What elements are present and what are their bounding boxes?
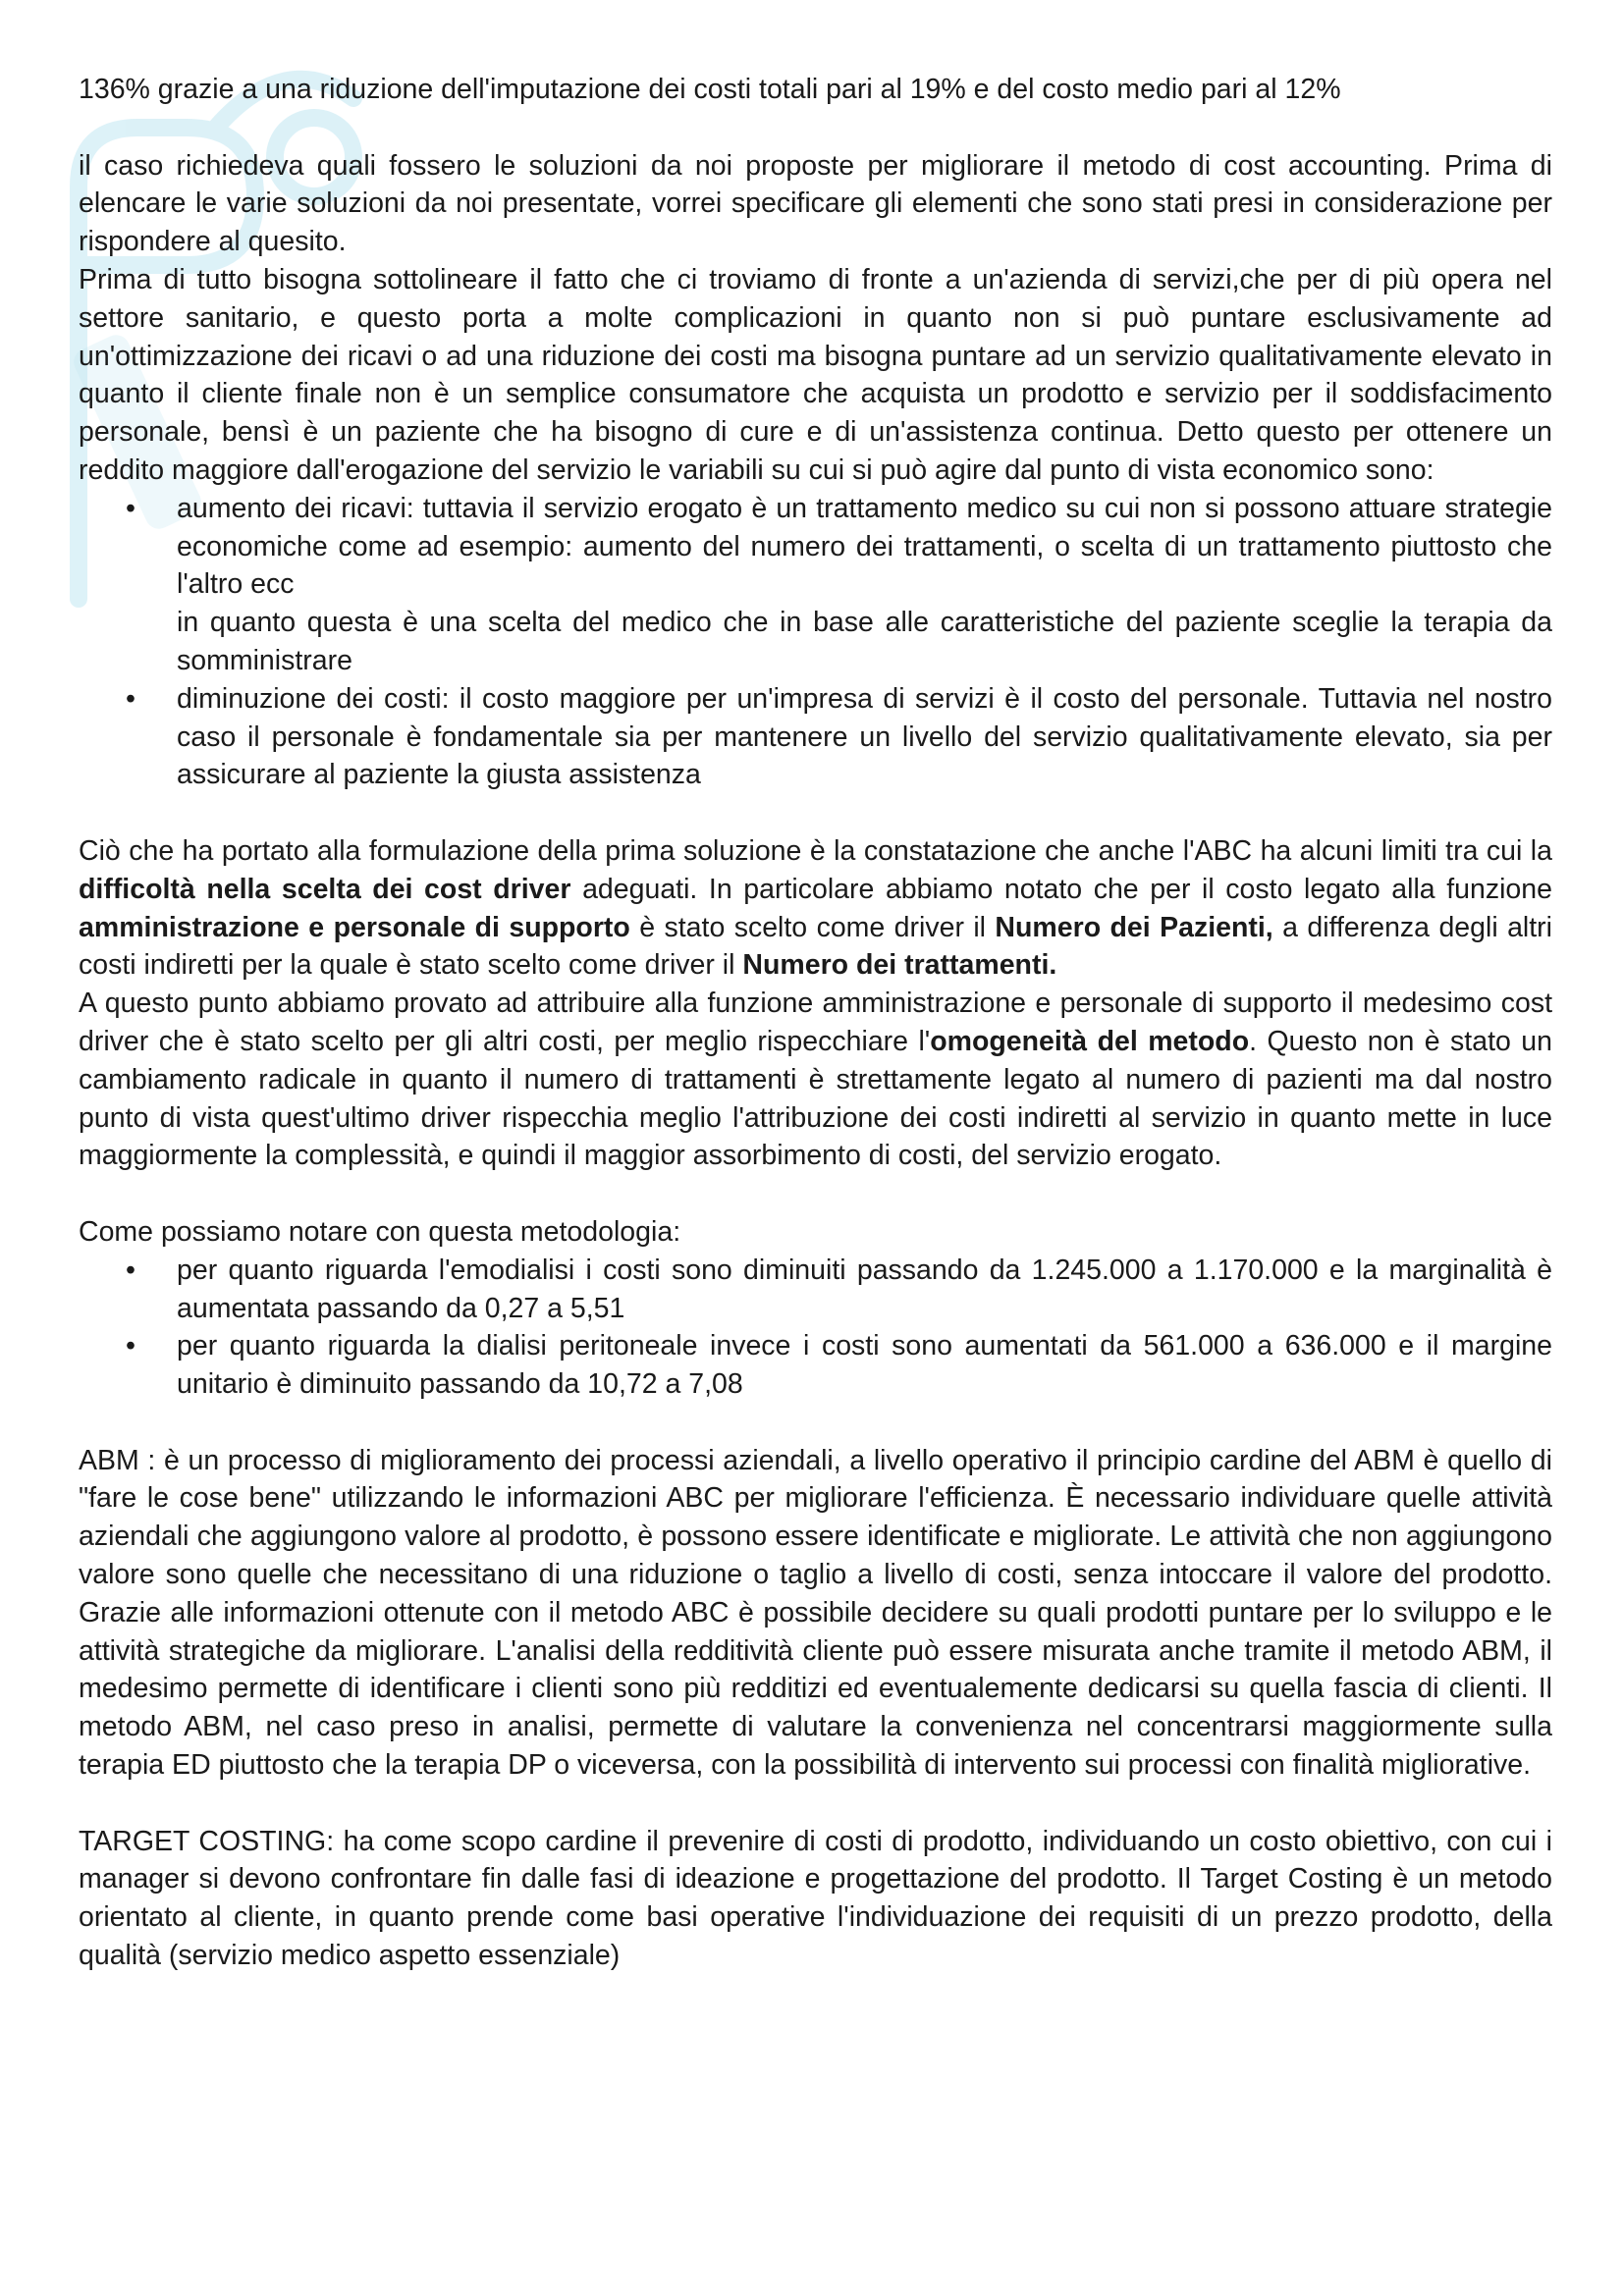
bullet-icon: • [126,492,135,524]
list-item-text: per quanto riguarda la dialisi peritoneale invece i costi sono aumentati da 561.000 a 636.000 e il margine unitario è diminuito passando da 10,72 a 7,08 [177,1330,1552,1401]
bold-text: omogeneità del metodo [930,1025,1250,1057]
text-run: A questo punto abbiamo provato ad attribuire alla funzione amministrazione e personale di supporto il medesimo cost driver che è stato scelto per gli altri costi, per meglio rispecchiare l' [79,988,1552,1057]
bullet-icon: • [126,1254,135,1286]
bullet-icon: • [126,1330,135,1362]
text-run: Ciò che ha portato alla formulazione della prima soluzione è la constatazione che anche l'ABC ha alcuni limiti tra cui la [79,834,1552,867]
paragraph-context: Prima di tutto bisogna sottolineare il fatto che ci troviamo di fronte a un'azienda di servizi,che per di più opera nel settore sanitario, e questo porta a molte complicazioni in quanto non si può puntare esclusivamente ad un'ottimizzazione dei ricavi o ad una riduzione dei costi ma bisogna puntare ad un servizio qualitativamente elevato in quanto il cliente finale non è un semplice consumatore che acquista un prodotto e servizio per il soddisfacimento personale, bensì è un paziente che ha bisogno di cure e di un'assistenza continua. Detto questo per ottenere un reddito maggiore dall'erogazione del servizio le variabili su cui si può agire dal punto di vista economico sono: [79,263,1552,486]
text-run: a differenza degli altri costi indiretti per la quale è stato scelto come driver il [79,911,1552,982]
paragraph-methodology: Come possiamo notare con questa metodologia: [79,1215,681,1248]
bold-text: difficoltà nella scelta dei cost driver [79,873,571,905]
text-run: . Questo non è stato un cambiamento radicale in quanto il numero di trattamenti è strettamente legato al numero di pazienti ma dal nostro punto di vista quest'ultimo driver rispecchia meglio l'attribuzione dei costi indiretti al servizio in quanto mette in luce maggiormente la complessità, e quindi il maggior assorbimento di costi, del servizio erogato. [79,1025,1552,1172]
bold-text: Numero dei trattamenti. [742,949,1057,982]
paragraph-abm: ABM : è un processo di miglioramento dei processi aziendali, a livello operativo il principio cardine del ABM è quello di "fare le cose bene" utilizzando le informazioni ABC per migliorare l'efficienza. È necessario individuare quelle attività aziendali che aggiungono valore al prodotto, è possono essere identificate e migliorate. Le attività che non aggiungono valore sono quelle che necessitano di una riduzione o taglio a livello di costi, senza intoccare il valore del prodotto. Grazie alle informazioni ottenute con il metodo ABC è possibile decidere su quali prodotti puntare per lo sviluppo e le attività strategiche da migliorare. L'analisi della redditività cliente può essere misurata anche tramite il metodo ABM, il medesimo permette di identificare i clienti sono più redditizi ed eventualemente dedicarsi su quella fascia di clienti. Il metodo ABM, nel caso preso in analisi, permette di valutare la convenienza nel concentrarsi maggiormente sulla terapia ED piuttosto che la terapia DP o viceversa, con la possibilità di intervento sui processi con finalità migliorative. [79,1444,1552,1782]
list-item-text: diminuzione dei costi: il costo maggiore per un'impresa di servizi è il costo del personale. Tuttavia nel nostro caso il personale è fondamentale sia per mantenere un livello del servizio qualitativamente elevato, sia per assicurare al paziente la giusta assistenza [177,682,1552,791]
paragraph-intro: 136% grazie a una riduzione dell'imputazione dei costi totali pari al 19% e del costo medio pari al 12% [79,74,1341,105]
list-item-text: per quanto riguarda l'emodialisi i costi sono diminuiti passando da 1.245.000 a 1.170.000 e la marginalità è aumentata passando da 0,27 a 5,51 [177,1254,1552,1324]
bold-text: amministrazione e personale di supporto [79,911,630,943]
paragraph-question: il caso richiedeva quali fossero le soluzioni da noi proposte per migliorare il metodo di cost accounting. Prima di elencare le varie soluzioni da noi presentate, vorrei specificare gli elementi che sono stati presi in considerazione per rispondere al quesito. [79,149,1552,258]
list-variables [79,490,1552,794]
paragraph-target-costing: TARGET COSTING: ha come scopo cardine il prevenire di costi di prodotto, individuando un costo obiettivo, con cui i manager si devono confrontare fin dalle fasi di ideazione e progettazione del prodotto. Il Target Costing è un metodo orientato al cliente, in quanto prende come basi operative l'individuazione dei requisiti di un prezzo prodotto, della qualità (servizio medico aspetto essenziale) [79,1825,1552,1972]
list-results [79,1252,1552,1404]
list-item-text-continued: in quanto questa è una scelta del medico che in base alle caratteristiche del paziente sceglie la terapia da somministrare [177,607,1552,676]
bullet-icon: • [126,682,135,715]
text-run: è stato scelto come driver il [629,911,996,943]
list-item [79,1252,1552,1328]
list-item-text: aumento dei ricavi: tuttavia il servizio erogato è un trattamento medico su cui non si possono attuare strategie economiche come ad esempio: aumento del numero dei trattamenti, o scelta di un trattamento piuttosto che l'altro ecc [177,492,1552,601]
list-item [79,490,1552,680]
list-item [79,1327,1552,1404]
text-run: adeguati. In particolare abbiamo notato che per il costo legato alla funzione [570,873,1552,905]
paragraph-first-solution [79,832,1552,985]
list-item [79,680,1552,794]
bold-text: Numero dei Pazienti, [995,911,1273,943]
paragraph-cost-driver [79,985,1552,1175]
